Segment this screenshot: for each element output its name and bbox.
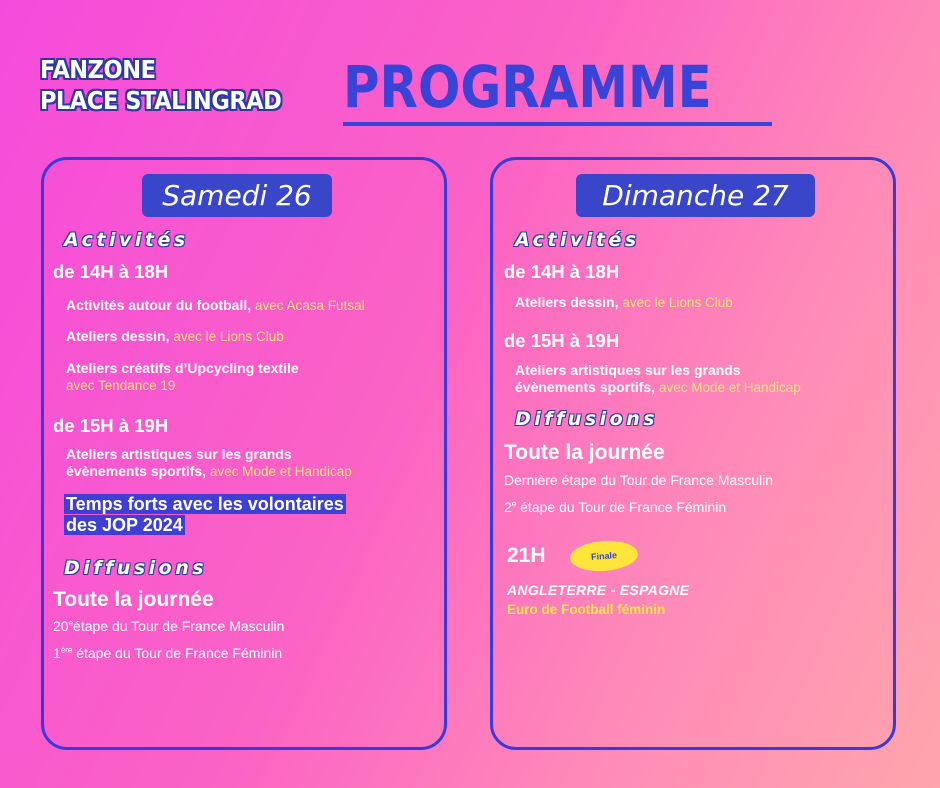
saturday-diffusion-2 [53,645,282,661]
saturday-activity-4-with: avec Mode et Handicap [209,464,352,479]
sunday-slot1-time: de 14H à 18H [504,261,620,282]
fanzone-title [40,54,308,116]
sunday-diffusion-2-text: étape du Tour de France Féminin [516,499,727,515]
saturday-diffusion-1-text: étape du Tour de France Masculin [73,618,285,634]
sunday-diffusion-1: Dernière étape du Tour de France Masculin [504,472,774,488]
sunday-final-time: 21H [507,544,546,567]
sunday-day-label: Dimanche 27 [576,174,815,217]
programme-title-text: PROGRAMME [343,53,712,121]
sunday-activity-1 [515,294,733,311]
sunday-diffusion-2-sup: e [511,499,517,509]
sunday-diffusion-2-num: 2 [504,499,512,515]
saturday-diffusion-2-text: étape du Tour de France Féminin [72,645,283,661]
sunday-activites-heading: Activités [515,229,640,251]
saturday-diffusion-1-num: 20 [53,618,69,634]
saturday-activity-2-main: Ateliers dessin, [66,328,170,344]
sunday-diffusion-2 [504,499,726,515]
saturday-highlight-line1: Temps forts avec les volontaires [66,494,344,514]
saturday-diffusion-1-sup: e [68,618,74,628]
sunday-activity-1-with: avec le Lions Club [622,295,733,310]
fanzone-line-1: FANZONE [40,55,156,84]
finale-badge: Finale [569,539,639,574]
saturday-diffusions-heading: Diffusions [64,557,208,579]
saturday-highlight-line2: des JOP 2024 [66,515,183,535]
saturday-activity-1-with: avec Acasa Futsal [255,298,365,313]
saturday-activity-2-with: avec le Lions Club [173,329,284,344]
saturday-activity-4-line1: Ateliers artistiques sur les grands [66,446,292,462]
sunday-activity-2-line1: Ateliers artistiques sur les grands [515,362,741,378]
sunday-activity-2 [515,362,801,396]
saturday-slot2-time: de 15H à 19H [53,415,169,436]
saturday-slot1-time: de 14H à 18H [53,261,169,282]
saturday-highlight [64,494,346,536]
sunday-activity-2-with: avec Mode et Handicap [658,380,801,395]
saturday-activity-3-with: avec Tendance 19 [66,378,176,393]
saturday-activity-2 [66,328,284,345]
saturday-allday: Toute la journée [53,588,214,611]
sunday-match: ANGLETERRE - ESPAGNE [507,582,690,598]
sunday-allday: Toute la journée [504,441,665,464]
sunday-diffusions-heading: Diffusions [515,408,659,430]
fanzone-line-2: PLACE STALINGRAD [40,86,282,115]
saturday-diffusion-2-sup: ère [60,645,73,655]
saturday-activity-4 [66,446,352,480]
saturday-diffusion-2-num: 1 [53,645,61,661]
saturday-panel [41,157,447,750]
saturday-activity-3-main: Ateliers créatifs d’Upcycling textile [66,360,299,376]
saturday-activity-1 [66,297,365,314]
sunday-activity-1-main: Ateliers dessin, [515,294,619,310]
sunday-activity-2-line2: évènements sportifs, [515,379,656,395]
saturday-activity-3 [66,360,299,394]
programme-title [343,54,772,126]
saturday-activites-heading: Activités [64,229,189,251]
sunday-competition: Euro de Football féminin [507,602,666,617]
saturday-activity-4-line2: évènements sportifs, [66,463,207,479]
saturday-diffusion-1 [53,618,284,634]
sunday-panel [490,157,896,750]
saturday-day-label: Samedi 26 [142,174,332,217]
saturday-activity-1-main: Activités autour du football, [66,297,252,313]
sunday-slot2-time: de 15H à 19H [504,330,620,351]
